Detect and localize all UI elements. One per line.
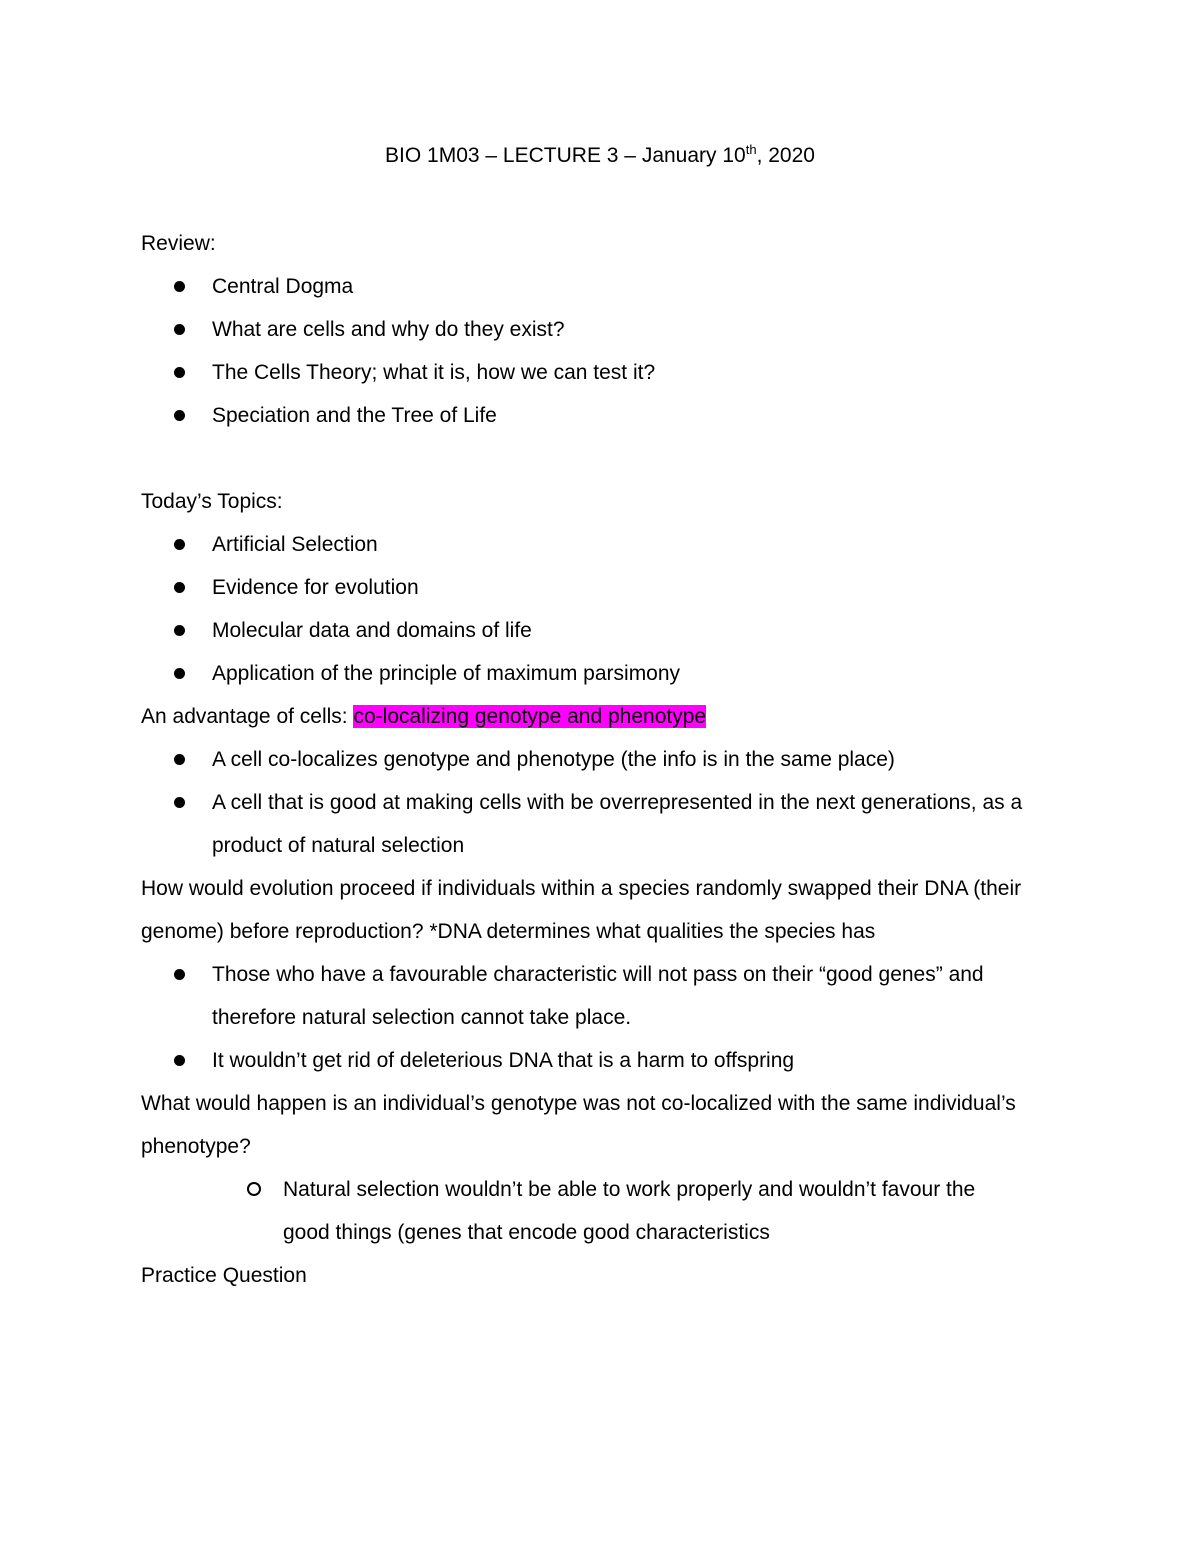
list-item: Speciation and the Tree of Life xyxy=(141,394,1081,437)
title-suffix: , 2020 xyxy=(756,144,815,167)
list-item: What are cells and why do they exist? xyxy=(141,308,1081,351)
practice-heading: Practice Question xyxy=(141,1264,307,1287)
swap-question: How would evolution proceed if individuals within a species randomly swapped their DNA (their genome) before reproduction? *DNA determines what qualities the species has xyxy=(141,877,1022,943)
bullet-icon xyxy=(174,367,185,378)
list-item: Natural selection wouldn’t be able to work properly and wouldn’t favour the good things (genes that encode good characteristics xyxy=(141,1168,1081,1254)
swap-list xyxy=(141,953,1081,1082)
bullet-icon xyxy=(174,625,185,636)
title-prefix: BIO 1M03 – LECTURE 3 – January 10 xyxy=(385,144,746,167)
advantage-lead: An advantage of cells: xyxy=(141,705,354,728)
list-item: Application of the principle of maximum parsimony xyxy=(141,652,1081,695)
bullet-icon xyxy=(174,410,185,421)
list-item: It wouldn’t get rid of deleterious DNA that is a harm to offspring xyxy=(141,1039,1081,1082)
bullet-icon xyxy=(174,281,185,292)
bullet-icon xyxy=(174,668,185,679)
list-item: Molecular data and domains of life xyxy=(141,609,1081,652)
bullet-icon xyxy=(174,582,185,593)
bullet-icon xyxy=(174,324,185,335)
list-item: Those who have a favourable characteristic will not pass on their “good genes” and therefore natural selection cannot take place. xyxy=(141,953,1081,1039)
topics-heading: Today’s Topics: xyxy=(141,490,283,513)
list-item: Artificial Selection xyxy=(141,523,1081,566)
list-item: Evidence for evolution xyxy=(141,566,1081,609)
advantage-list xyxy=(141,738,1081,867)
bullet-icon xyxy=(174,797,185,808)
review-list xyxy=(141,265,1081,437)
bullet-icon xyxy=(174,754,185,765)
list-item: A cell that is good at making cells with be overrepresented in the next generations, as a product of natural selection xyxy=(141,781,1081,867)
colocal-question: What would happen is an individual’s genotype was not co-localized with the same individual’s phenotype? xyxy=(141,1092,1016,1158)
list-item: A cell co-localizes genotype and phenotype (the info is in the same place) xyxy=(141,738,1081,781)
advantage-paragraph xyxy=(141,695,1081,738)
document-body xyxy=(141,222,1081,1297)
list-item: The Cells Theory; what it is, how we can test it? xyxy=(141,351,1081,394)
bullet-icon xyxy=(174,539,185,550)
review-heading: Review: xyxy=(141,232,216,255)
title-superscript: th xyxy=(745,142,757,157)
highlighted-text: co-localizing genotype and phenotype xyxy=(353,705,707,728)
circle-bullet-icon xyxy=(247,1182,261,1196)
page-title xyxy=(0,140,1200,172)
colocal-sublist xyxy=(141,1168,1081,1254)
list-item: Central Dogma xyxy=(141,265,1081,308)
bullet-icon xyxy=(174,1055,185,1066)
blank-line xyxy=(141,437,1081,480)
topics-list xyxy=(141,523,1081,695)
bullet-icon xyxy=(174,969,185,980)
